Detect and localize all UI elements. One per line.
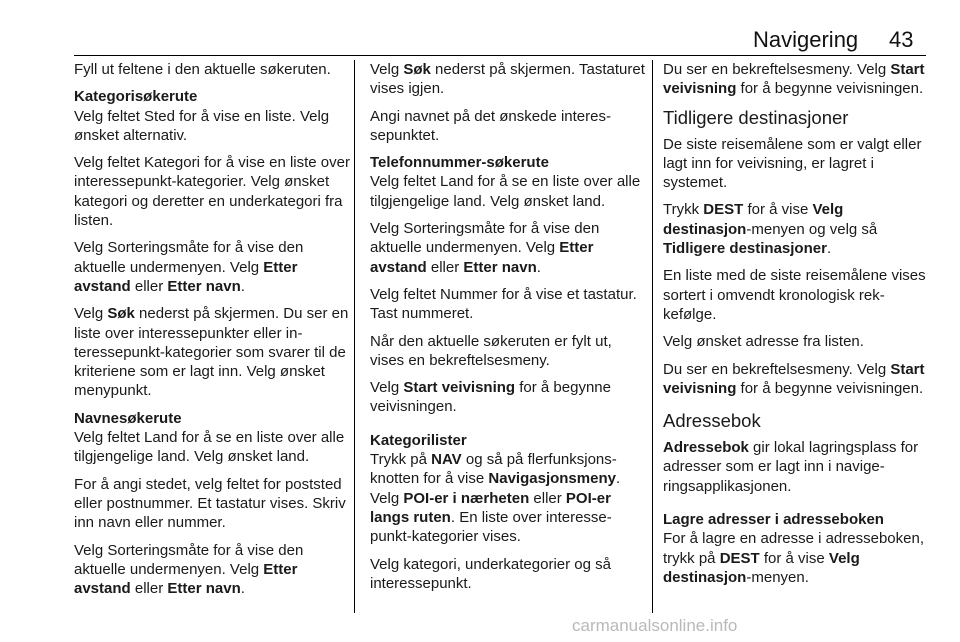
category-search-p3: Velg Sorteringsmåte for å vise den aktuelle undermenyen. Velg Etter avstand eller Etter navn.: [74, 239, 304, 295]
column-2: [370, 60, 646, 601]
category-search-p4: Velg Søk nederst på skjermen. Du ser en liste over interessepunkter eller interessepunkt-kategorier som svarer til de kriteriene som er lagt inn. Velg ønsket menypunkt.: [74, 305, 349, 400]
phone-search-heading: Telefonnummer-søkerute: [370, 154, 549, 172]
header-rule: [74, 55, 926, 56]
phone-search-p4: Når den aktuelle søkeruten er fylt ut, vises en bekreftelsesmeny.: [370, 332, 612, 369]
column-1: [74, 60, 350, 606]
search-keyboard-paragraph: Velg Søk nederst på skjermen. Tastaturet vises igjen.: [370, 61, 645, 98]
save-addresses-p1: For å lagre en adresse i adresseboken, trykk på DEST for å vise Velg destinasjon-menyen.: [663, 530, 924, 586]
name-search-p3: Velg Sorteringsmåte for å vise den aktuelle undermenyen. Velg Etter avstand eller Etter navn.: [74, 541, 304, 598]
previous-p4: Velg ønsket adresse fra listen.: [663, 333, 864, 351]
phone-search-p1: Velg feltet Land for å se en liste over alle tilgjengelige land. Velg ønsket land.: [370, 173, 641, 210]
watermark: carmanualsonline.info: [572, 616, 738, 635]
previous-p3: En liste med de siste reisemålene vises sortert i omvendt kronologisk rekkefølge.: [663, 267, 926, 323]
confirmation-paragraph: Du ser en bekreftelsesmeny. Velg Start veivisning for å begynne veivisningen.: [663, 61, 925, 98]
category-lists-heading: Kategorilister: [370, 431, 467, 449]
column-3: [663, 60, 929, 595]
address-book-heading: Adressebok: [663, 410, 761, 432]
previous-destinations-heading: Tidligere destinasjoner: [663, 106, 849, 128]
phone-search-p2: Velg Sorteringsmåte for å vise den aktuelle undermenyen. Velg Etter avstand eller Etter navn.: [370, 220, 600, 276]
poi-name-paragraph: Angi navnet på det ønskede interessepunktet.: [370, 107, 611, 144]
name-search-p2: For å angi stedet, velg feltet for poststed eller postnummer. Et tastatur vises. Skriv inn navn eller nummer.: [74, 475, 346, 532]
page-title: Navigering: [753, 27, 859, 52]
save-addresses-heading: Lagre adresser i adresseboken: [663, 511, 884, 529]
category-search-p1: Velg feltet Sted for å vise en liste. Velg ønsket alternativ.: [74, 107, 330, 144]
previous-p2: Trykk DEST for å vise Velg destinasjon-menyen og velg så Tidligere destinasjoner.: [663, 201, 878, 258]
previous-p5: Du ser en bekreftelsesmeny. Velg Start veivisning for å begynne veivisningen.: [663, 360, 925, 397]
phone-search-p3: Velg feltet Nummer for å vise et tastatur. Tast nummeret.: [370, 285, 637, 323]
column-divider-1: [354, 60, 355, 613]
intro-paragraph: Fyll ut feltene i den aktuelle søkeruten.: [74, 61, 331, 78]
category-search-p2: Velg feltet Kategori for å vise en liste over interessepunkt-kategorier. Velg ønsket kategori og deretter en underkategori fra listen.: [74, 154, 350, 230]
name-search-p1: Velg feltet Land for å se en liste over alle tilgjengelige land. Velg ønsket land.: [74, 429, 345, 466]
address-book-p1: Adressebok gir lokal lagringsplass for adresser som er lagt inn i navigeringsapplikasjonen.: [663, 439, 919, 495]
category-lists-p2: Velg kategori, underkategorier og så interessepunkt.: [370, 555, 611, 592]
phone-search-p5: Velg Start veivisning for å begynne veivisningen.: [370, 379, 611, 416]
page-header: [0, 0, 960, 60]
column-divider-2: [652, 60, 653, 613]
previous-p1: De siste reisemålene som er valgt eller lagt inn for veivisning, er lagret i systemet.: [663, 135, 922, 192]
name-search-heading: Navnesøkerute: [74, 409, 182, 427]
category-lists-p1: Trykk på NAV og så på flerfunksjonsknotten for å vise Navigasjonsmeny. Velg POI-er i nærheten eller POI-er langs ruten. En liste over interessepunkt-kategorier vises.: [370, 451, 621, 546]
page-number: 43: [889, 27, 914, 52]
category-search-heading: Kategorisøkerute: [74, 88, 198, 106]
